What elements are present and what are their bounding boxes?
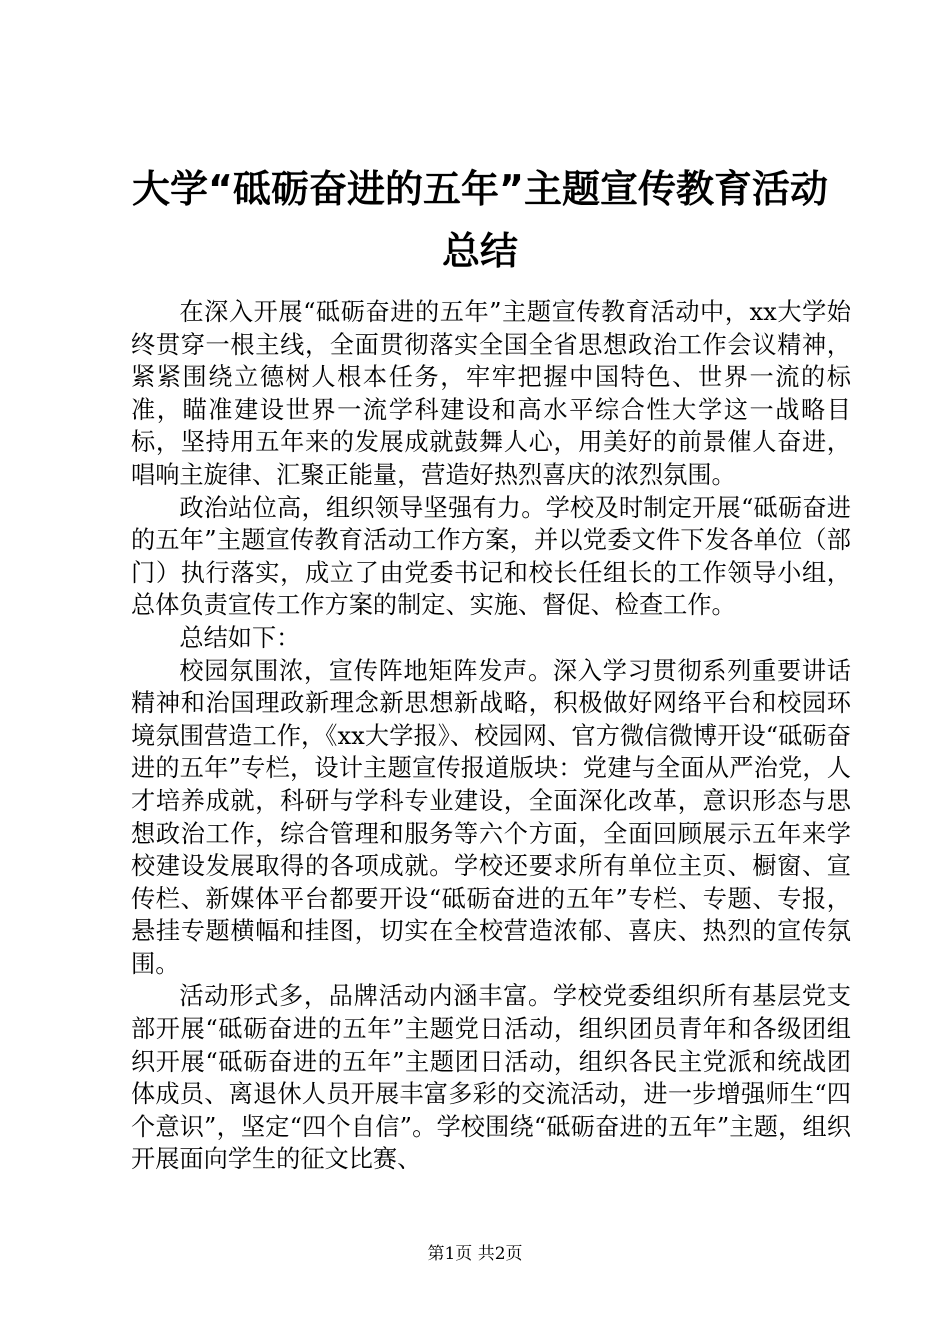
- paragraph-intro: 在深入开展“砥砺奋进的五年”主题宣传教育活动中，xx大学始终贯穿一根主线，全面贯彻落实全国全省思想政治工作会议精神，紧紧围绕立德树人根本任务，牢牢把握中国特色、世界一流的标准，瞄准建设世界一流学科建设和高水平综合性大学这一战略目标，坚持用五年来的发展成就鼓舞人心，用美好的前景催人奋进，唱响主旋律、汇聚正能量，营造好热烈喜庆的浓烈氛围。: [131, 298, 851, 489]
- paragraph-summary-heading: 总结如下：: [179, 623, 301, 652]
- paragraph-campus-atmosphere: 校园氛围浓，宣传阵地矩阵发声。深入学习贯彻系列重要讲话精神和治国理政新理念新思想新战略，积极做好网络平台和校园环境氛围营造工作，《xx大学报》、校园网、官方微信微博开设“砥砺奋进的五年”专栏，设计主题宣传报道版块：党建与全面从严治党，人才培养成就，科研与学科专业建设，全面深化改革，意识形态与思想政治工作，综合管理和服务等六个方面，全面回顾展示五年来学校建设发展取得的各项成就。学校还要求所有单位主页、橱窗、宣传栏、新媒体平台都要开设“砥砺奋进的五年”专栏、专题、专报，悬挂专题横幅和挂图，切实在全校营造浓郁、喜庆、热烈的宣传氛围。: [131, 656, 851, 978]
- document-title: 大学“砥砺奋进的五年”主题宣传教育活动总结: [132, 167, 828, 273]
- paragraph-activities: 活动形式多，品牌活动内涵丰富。学校党委组织所有基层党支部开展“砥砺奋进的五年”主题党日活动，组织团员青年和各级团组织开展“砥砺奋进的五年”主题团日活动，组织各民主党派和统战团体成员、离退休人员开展丰富多彩的交流活动，进一步增强师生“四个意识”，坚定“四个自信”。学校围绕“砥砺奋进的五年”主题，组织开展面向学生的征文比赛、: [131, 982, 851, 1174]
- document-body: [131, 296, 851, 1176]
- paragraph-leadership: 政治站位高，组织领导坚强有力。学校及时制定开展“砥砺奋进的五年”主题宣传教育活动工作方案，并以党委文件下发各单位（部门）执行落实，成立了由党委书记和校长任组长的工作领导小组，总体负责宣传工作方案的制定、实施、督促、检查工作。: [131, 493, 851, 620]
- page-number-footer: 第1页 共2页: [427, 1244, 523, 1264]
